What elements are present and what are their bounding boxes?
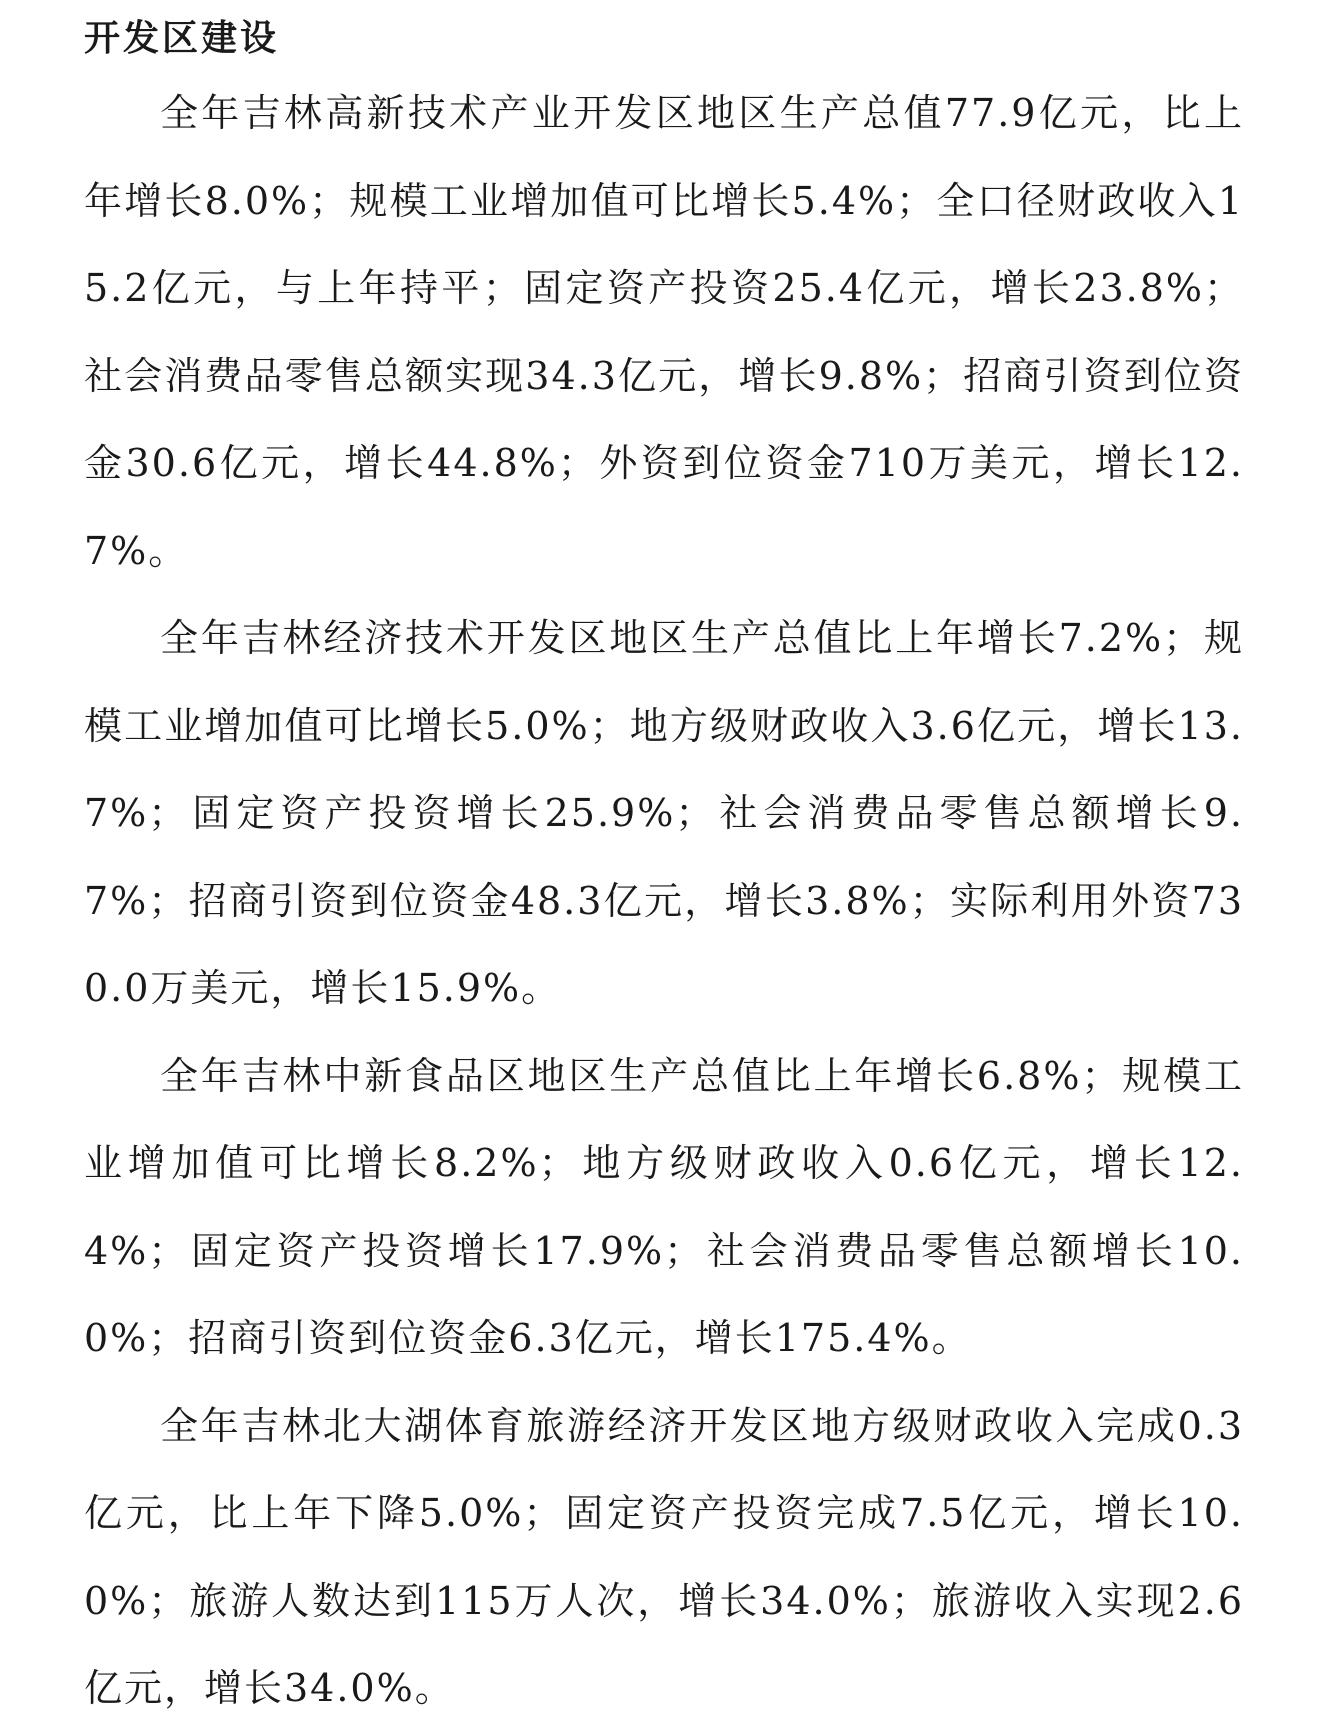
section-heading: 开发区建设	[84, 18, 280, 59]
paragraph-food-zone: 全年吉林中新食品区地区生产总值比上年增长6.8%；规模工业增加值可比增长8.2%；地方级财政收入0.6亿元，增长12.4%；固定资产投资增长17.9%；社会消费品零售总额增长10.0%；招商引资到位资金6.3亿元，增长175.4%。	[84, 1053, 1244, 1360]
paragraph-high-tech-zone: 全年吉林高新技术产业开发区地区生产总值77.9亿元，比上年增长8.0%；规模工业增加值可比增长5.4%；全口径财政收入15.2亿元，与上年持平；固定资产投资25.4亿元，增长23.8%；社会消费品零售总额实现34.3亿元，增长9.8%；招商引资到位资金30.6亿元，增长44.8%；外资到位资金710万美元，增长12.7%。	[84, 91, 1244, 573]
document-page	[84, 0, 1244, 1733]
paragraph-beidahu-zone: 全年吉林北大湖体育旅游经济开发区地方级财政收入完成0.3亿元，比上年下降5.0%；固定资产投资完成7.5亿元，增长10.0%；旅游人数达到115万人次，增长34.0%；旅游收入实现2.6亿元，增长34.0%。	[84, 1403, 1244, 1710]
paragraph-economic-tech-zone: 全年吉林经济技术开发区地区生产总值比上年增长7.2%；规模工业增加值可比增长5.0%；地方级财政收入3.6亿元，增长13.7%；固定资产投资增长25.9%；社会消费品零售总额增长9.7%；招商引资到位资金48.3亿元，增长3.8%；实际利用外资730.0万美元，增长15.9%。	[84, 616, 1244, 1010]
